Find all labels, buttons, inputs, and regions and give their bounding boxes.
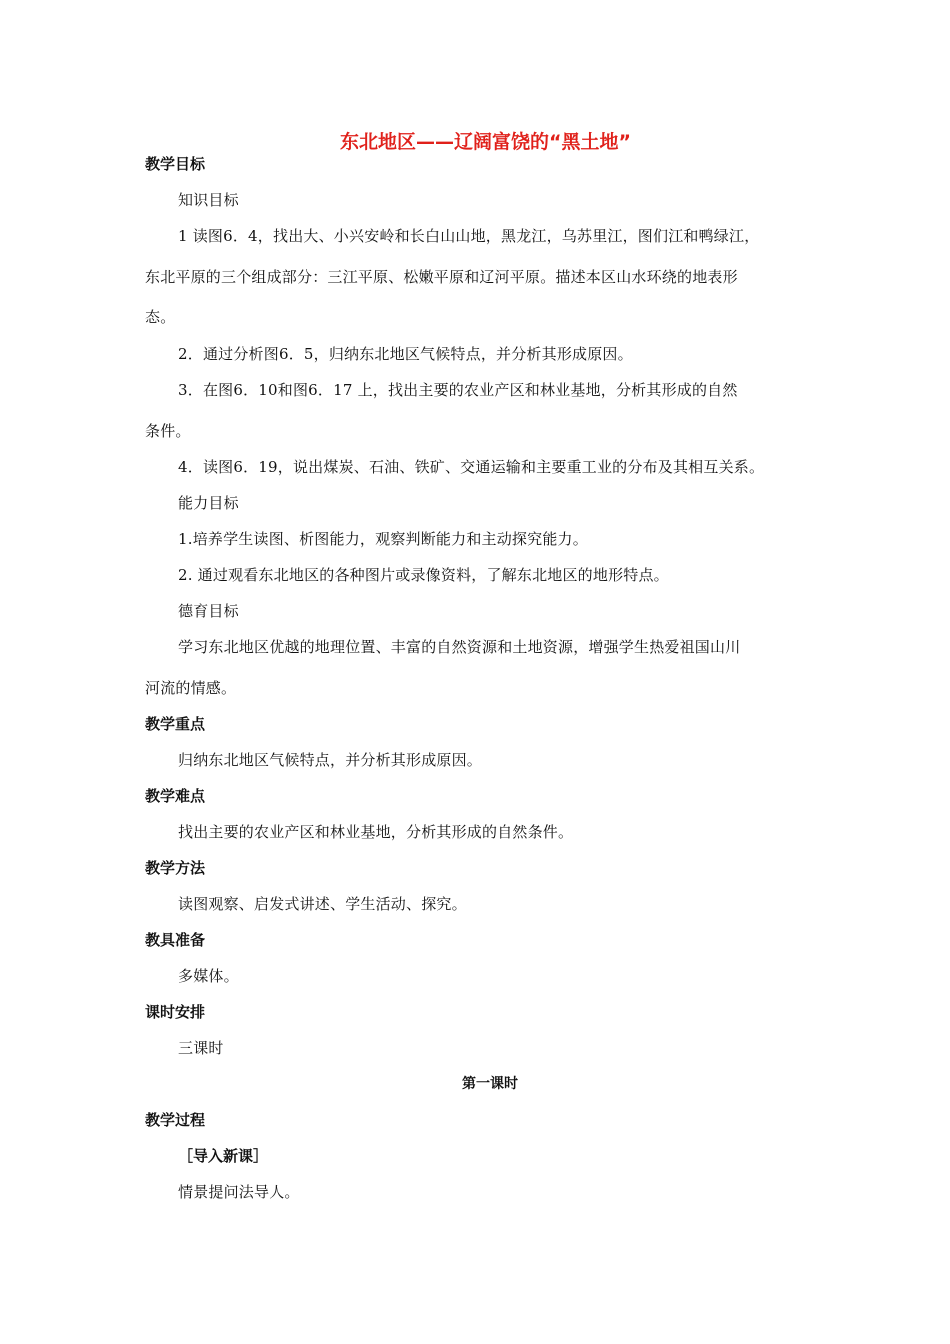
teaching-difficulty-text: 找出主要的农业产区和林业基地，分析其形成的自然条件。	[178, 823, 574, 841]
heading-schedule: 课时安排	[145, 1003, 206, 1021]
knowledge-item-3-line-2: 条件。	[145, 422, 191, 440]
knowledge-item-4: 4．读图6．19，说出煤炭、石油、铁矿、交通运输和主要重工业的分布及其相互关系。	[178, 458, 765, 476]
moral-item-line-1: 学习东北地区优越的地理位置、丰富的自然资源和土地资源，增强学生热爱祖国山川	[178, 638, 741, 656]
knowledge-item-3-line-1: 3．在图6．10和图6．17 上，找出主要的农业产区和林业基地，分析其形成的自然	[178, 381, 738, 399]
intro-new-lesson-label: ［导入新课］	[178, 1147, 269, 1165]
document-title: 东北地区——辽阔富饶的“黑土地”	[340, 131, 631, 153]
teaching-tools-text: 多媒体。	[178, 967, 239, 985]
subheading-ability-goal: 能力目标	[178, 494, 239, 512]
schedule-text: 三课时	[178, 1039, 224, 1057]
ability-item-2: 2. 通过观看东北地区的各种图片或录像资料，了解东北地区的地形特点。	[178, 566, 669, 584]
teaching-method-text: 读图观察、启发式讲述、学生活动、探究。	[178, 895, 467, 913]
teaching-key-text: 归纳东北地区气候特点，并分析其形成原因。	[178, 751, 483, 769]
ability-item-1: 1.培养学生读图、析图能力，观察判断能力和主动探究能力。	[178, 530, 588, 548]
knowledge-item-1-line-1: 1 读图6．4，找出大、小兴安岭和长白山山地，黑龙江，乌苏里江，图们江和鸭绿江，	[178, 227, 760, 245]
heading-teaching-goals: 教学目标	[145, 155, 206, 173]
knowledge-item-1-line-2: 东北平原的三个组成部分：三江平原、松嫩平原和辽河平原。描述本区山水环绕的地表形	[145, 268, 738, 286]
intro-text: 情景提问法导人。	[178, 1183, 300, 1201]
lesson-one-heading: 第一课时	[462, 1076, 518, 1092]
moral-item-line-2: 河流的情感。	[145, 679, 237, 697]
heading-teaching-difficulty: 教学难点	[145, 787, 206, 805]
knowledge-item-2: 2．通过分析图6．5，归纳东北地区气候特点，并分析其形成原因。	[178, 345, 633, 363]
subheading-knowledge-goal: 知识目标	[178, 191, 239, 209]
subheading-moral-goal: 德育目标	[178, 602, 239, 620]
heading-teaching-process: 教学过程	[145, 1111, 206, 1129]
heading-teaching-tools: 教具准备	[145, 931, 206, 949]
heading-teaching-method: 教学方法	[145, 859, 206, 877]
heading-teaching-key: 教学重点	[145, 715, 206, 733]
knowledge-item-1-line-3: 态。	[145, 308, 176, 326]
